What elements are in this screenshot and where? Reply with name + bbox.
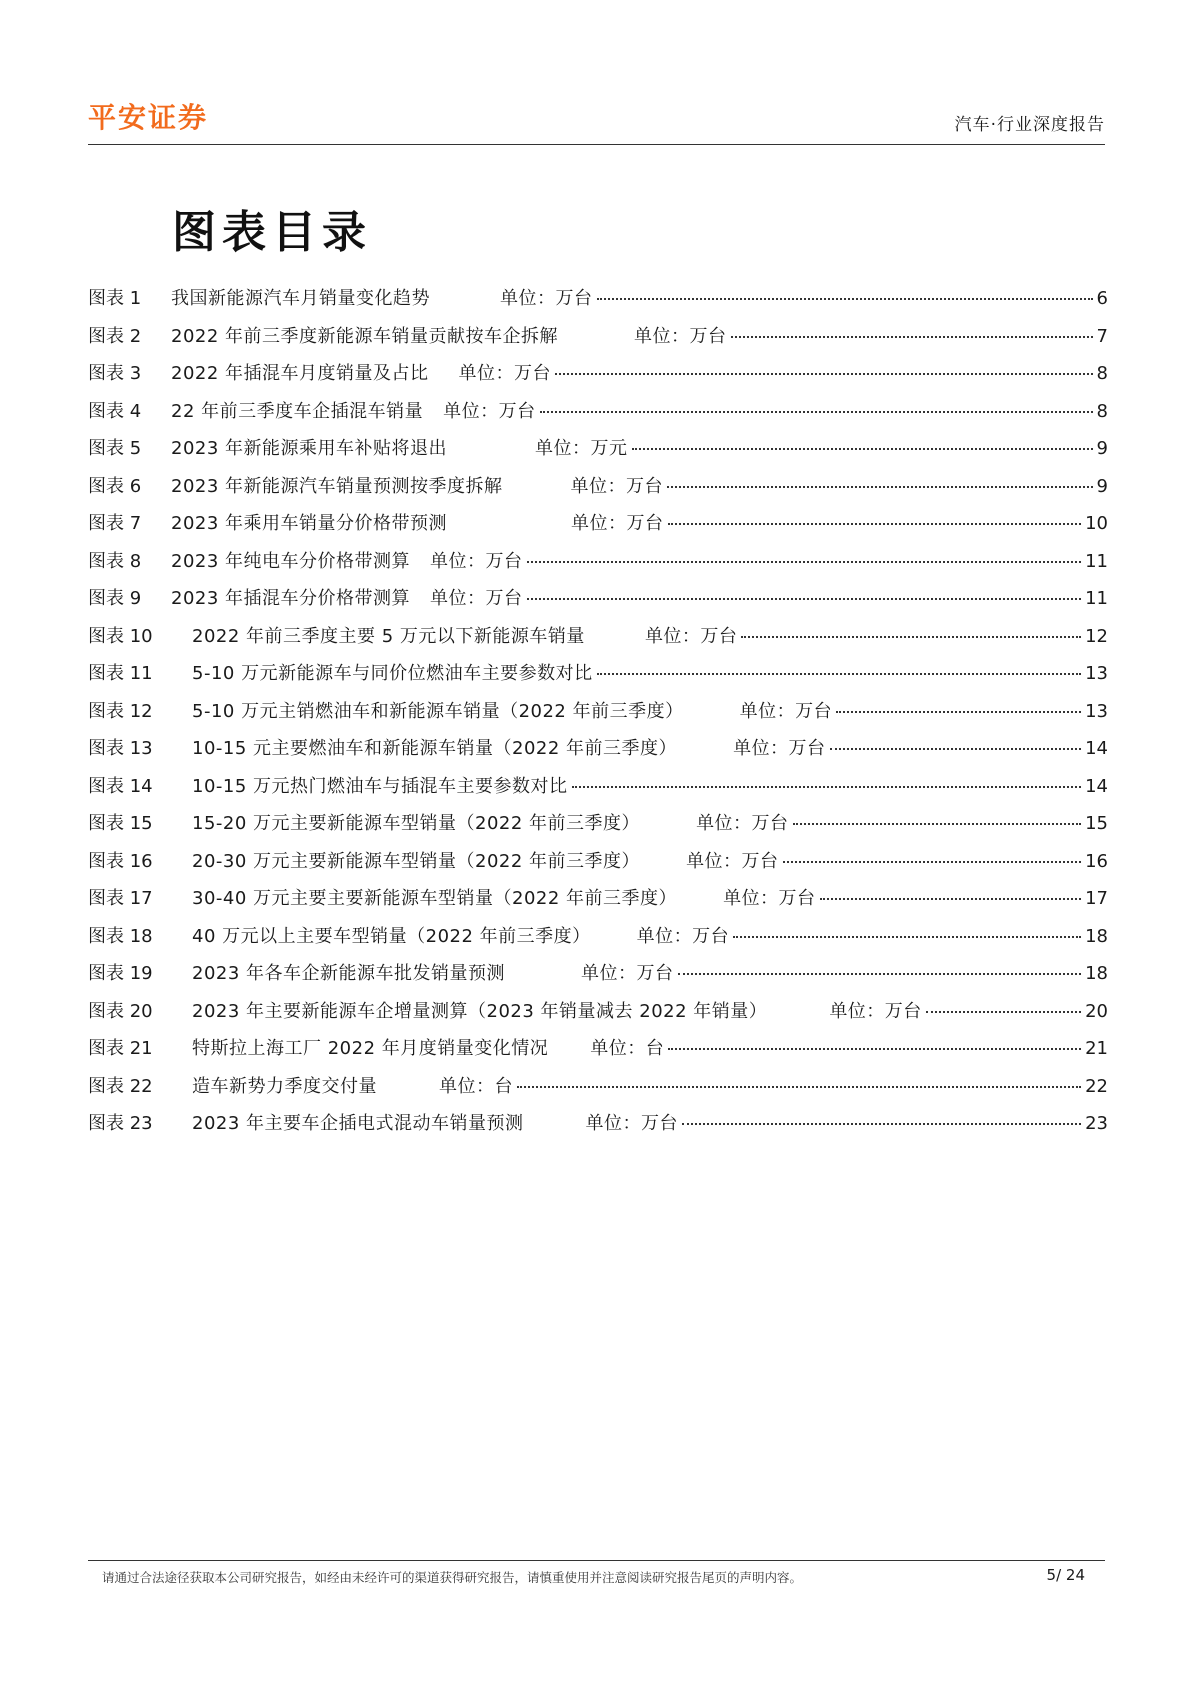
figure-title: 2023 年插混车分价格带测算 (171, 588, 411, 609)
figure-title: 20-30 万元主要新能源车型销量（2022 年前三季度） (192, 850, 641, 872)
figure-page-number: 16 (1085, 850, 1108, 872)
figure-number: 图表 12 (88, 700, 153, 722)
brand-logo: 平安证券 (88, 101, 209, 134)
figure-title: 5-10 万元新能源车与同价位燃油车主要参数对比 (192, 663, 593, 684)
figure-number: 图表 10 (88, 625, 153, 647)
figure-number: 图表 17 (88, 888, 153, 909)
figure-number: 图表 15 (88, 813, 153, 834)
figure-page-number: 17 (1085, 888, 1108, 909)
figure-title: 特斯拉上海工厂 2022 年月度销量变化情况 (192, 1038, 549, 1059)
toc-row[interactable] (88, 434, 1108, 472)
figure-title: 2023 年纯电车分价格带测算 (171, 550, 411, 572)
toc-row[interactable] (88, 547, 1108, 585)
figure-page-number: 20 (1085, 1000, 1108, 1022)
figure-page-number: 18 (1085, 963, 1108, 984)
footer-disclaimer: 请通过合法途径获取本公司研究报告，如经由未经许可的渠道获得研究报告，请慎重使用并注意阅读研究报告尾页的声明内容。 (102, 1570, 803, 1585)
figure-number: 图表 13 (88, 738, 153, 759)
toc-row[interactable] (88, 509, 1108, 547)
dot-leader (830, 748, 1082, 750)
figure-unit: 单位：万台 (570, 475, 664, 497)
toc-row[interactable] (88, 322, 1108, 360)
figure-title: 2023 年新能源乘用车补贴将退出 (171, 438, 448, 459)
page-footer (88, 1560, 1105, 1597)
figure-title: 15-20 万元主要新能源车型销量（2022 年前三季度） (192, 813, 641, 834)
figure-unit: 单位：台 (439, 1075, 513, 1097)
figure-unit: 单位：万台 (585, 1113, 679, 1134)
figure-title: 造车新势力季度交付量 (192, 1075, 377, 1097)
report-category: 汽车·行业深度报告 (954, 115, 1105, 135)
figure-page-number: 8 (1096, 400, 1108, 422)
figure-page-number: 15 (1085, 813, 1108, 834)
toc-row[interactable] (88, 772, 1108, 810)
figure-number: 图表 4 (88, 400, 142, 422)
figure-number: 图表 1 (88, 288, 142, 309)
toc-row[interactable] (88, 847, 1108, 885)
dot-leader (597, 673, 1082, 675)
figure-unit: 单位：万台 (634, 325, 727, 347)
toc-row[interactable] (88, 997, 1108, 1035)
toc-row[interactable] (88, 1072, 1108, 1110)
figure-page-number: 13 (1085, 700, 1108, 722)
dot-leader (540, 411, 1093, 413)
figure-page-number: 9 (1096, 475, 1108, 497)
figure-page-number: 14 (1085, 775, 1108, 797)
toc-row[interactable] (88, 584, 1108, 622)
toc-row[interactable] (88, 884, 1108, 922)
dot-leader (783, 861, 1082, 863)
toc-row[interactable] (88, 809, 1108, 847)
toc-row[interactable] (88, 734, 1108, 772)
figure-title: 2022 年插混车月度销量及占比 (171, 363, 429, 384)
figure-number: 图表 9 (88, 588, 142, 609)
dot-leader (517, 1086, 1081, 1088)
figure-page-number: 6 (1096, 288, 1108, 309)
dot-leader (820, 898, 1082, 900)
figure-page-number: 12 (1085, 625, 1108, 647)
figure-title: 30-40 万元主要主要新能源车型销量（2022 年前三季度） (192, 888, 678, 909)
figure-page-number: 21 (1085, 1038, 1108, 1059)
toc-row[interactable] (88, 622, 1108, 660)
figure-unit: 单位：万元 (535, 438, 628, 459)
figure-number: 图表 23 (88, 1113, 153, 1134)
figure-unit: 单位：万台 (696, 813, 789, 834)
figure-title: 22 年前三季度车企插混车销量 (171, 400, 424, 422)
figure-unit: 单位：万台 (571, 513, 664, 534)
figure-page-number: 8 (1096, 363, 1108, 384)
figure-unit: 单位：万台 (430, 550, 523, 572)
figure-page-number: 14 (1085, 738, 1108, 759)
dot-leader (682, 1123, 1081, 1125)
figure-title: 2023 年新能源汽车销量预测按季度拆解 (171, 475, 503, 497)
dot-leader (678, 973, 1082, 975)
figure-title: 2023 年乘用车销量分价格带预测 (171, 513, 448, 534)
figure-number: 图表 16 (88, 850, 153, 872)
figure-page-number: 11 (1085, 550, 1108, 572)
figure-page-number: 13 (1085, 663, 1108, 684)
figure-unit: 单位：万台 (829, 1000, 922, 1022)
dot-leader (597, 298, 1093, 300)
dot-leader (731, 336, 1093, 338)
figure-unit: 单位：万台 (644, 625, 738, 647)
figure-number: 图表 19 (88, 963, 153, 984)
figure-title: 我国新能源汽车月销量变化趋势 (171, 288, 430, 309)
toc-row[interactable] (88, 359, 1108, 397)
figure-page-number: 7 (1096, 325, 1108, 347)
dot-leader (632, 448, 1093, 450)
table-of-figures (88, 284, 1108, 1147)
figure-title: 10-15 万元热门燃油车与插混车主要参数对比 (192, 775, 568, 797)
figure-title: 40 万元以上主要车型销量（2022 年前三季度） (192, 925, 591, 947)
figure-number: 图表 11 (88, 663, 153, 684)
page-number: 5/ 24 (1046, 1566, 1085, 1584)
figure-page-number: 9 (1096, 438, 1108, 459)
figure-title: 2023 年主要车企插电式混动车销量预测 (192, 1113, 524, 1134)
figure-title: 2022 年前三季度新能源车销量贡献按车企拆解 (171, 325, 559, 347)
dot-leader (926, 1011, 1081, 1013)
dot-leader (793, 823, 1082, 825)
figure-unit: 单位：台 (590, 1038, 665, 1059)
figure-number: 图表 14 (88, 775, 153, 797)
figure-unit: 单位：万台 (443, 400, 536, 422)
figure-number: 图表 2 (88, 325, 142, 347)
figure-page-number: 11 (1085, 588, 1108, 609)
figure-page-number: 23 (1085, 1113, 1108, 1134)
toc-row[interactable] (88, 472, 1108, 510)
figure-title: 2023 年主要新能源车企增量测算（2023 年销量减去 2022 年销量） (192, 1000, 768, 1022)
dot-leader (668, 523, 1082, 525)
figure-unit: 单位：万台 (733, 738, 826, 759)
figure-title: 5-10 万元主销燃油车和新能源车销量（2022 年前三季度） (192, 700, 684, 722)
toc-row[interactable] (88, 1034, 1108, 1072)
dot-leader (836, 711, 1081, 713)
figure-unit: 单位：万台 (686, 850, 779, 872)
figure-number: 图表 21 (88, 1038, 153, 1059)
figure-title: 10-15 元主要燃油车和新能源车销量（2022 年前三季度） (192, 738, 678, 759)
figure-unit: 单位：万台 (636, 925, 730, 947)
dot-leader (572, 786, 1082, 788)
page-title: 图表目录 (172, 207, 372, 258)
toc-row[interactable] (88, 697, 1108, 735)
dot-leader (668, 1048, 1081, 1050)
figure-page-number: 10 (1085, 513, 1108, 534)
figure-unit: 单位：万台 (458, 363, 552, 384)
dot-leader (733, 936, 1081, 938)
dot-leader (555, 373, 1093, 375)
toc-row[interactable] (88, 959, 1108, 997)
figure-unit: 单位：万台 (430, 588, 523, 609)
figure-number: 图表 7 (88, 513, 142, 534)
toc-row[interactable] (88, 922, 1108, 960)
figure-unit: 单位：万台 (500, 288, 593, 309)
toc-row[interactable] (88, 1109, 1108, 1147)
figure-number: 图表 8 (88, 550, 142, 572)
figure-number: 图表 6 (88, 475, 142, 497)
figure-title: 2022 年前三季度主要 5 万元以下新能源车销量 (192, 625, 585, 647)
figure-page-number: 18 (1085, 925, 1108, 947)
dot-leader (667, 486, 1093, 488)
figure-title: 2023 年各车企新能源车批发销量预测 (192, 963, 506, 984)
toc-row[interactable] (88, 659, 1108, 697)
figure-unit: 单位：万台 (739, 700, 833, 722)
figure-number: 图表 18 (88, 925, 153, 947)
figure-number: 图表 20 (88, 1000, 153, 1022)
figure-unit: 单位：万台 (723, 888, 816, 909)
dot-leader (741, 636, 1081, 638)
figure-unit: 单位：万台 (581, 963, 674, 984)
figure-number: 图表 5 (88, 438, 142, 459)
figure-number: 图表 3 (88, 363, 142, 384)
toc-row[interactable] (88, 284, 1108, 322)
dot-leader (527, 561, 1082, 563)
page-header (88, 96, 1105, 145)
figure-page-number: 22 (1085, 1075, 1108, 1097)
dot-leader (527, 598, 1082, 600)
toc-row[interactable] (88, 397, 1108, 435)
figure-number: 图表 22 (88, 1075, 153, 1097)
